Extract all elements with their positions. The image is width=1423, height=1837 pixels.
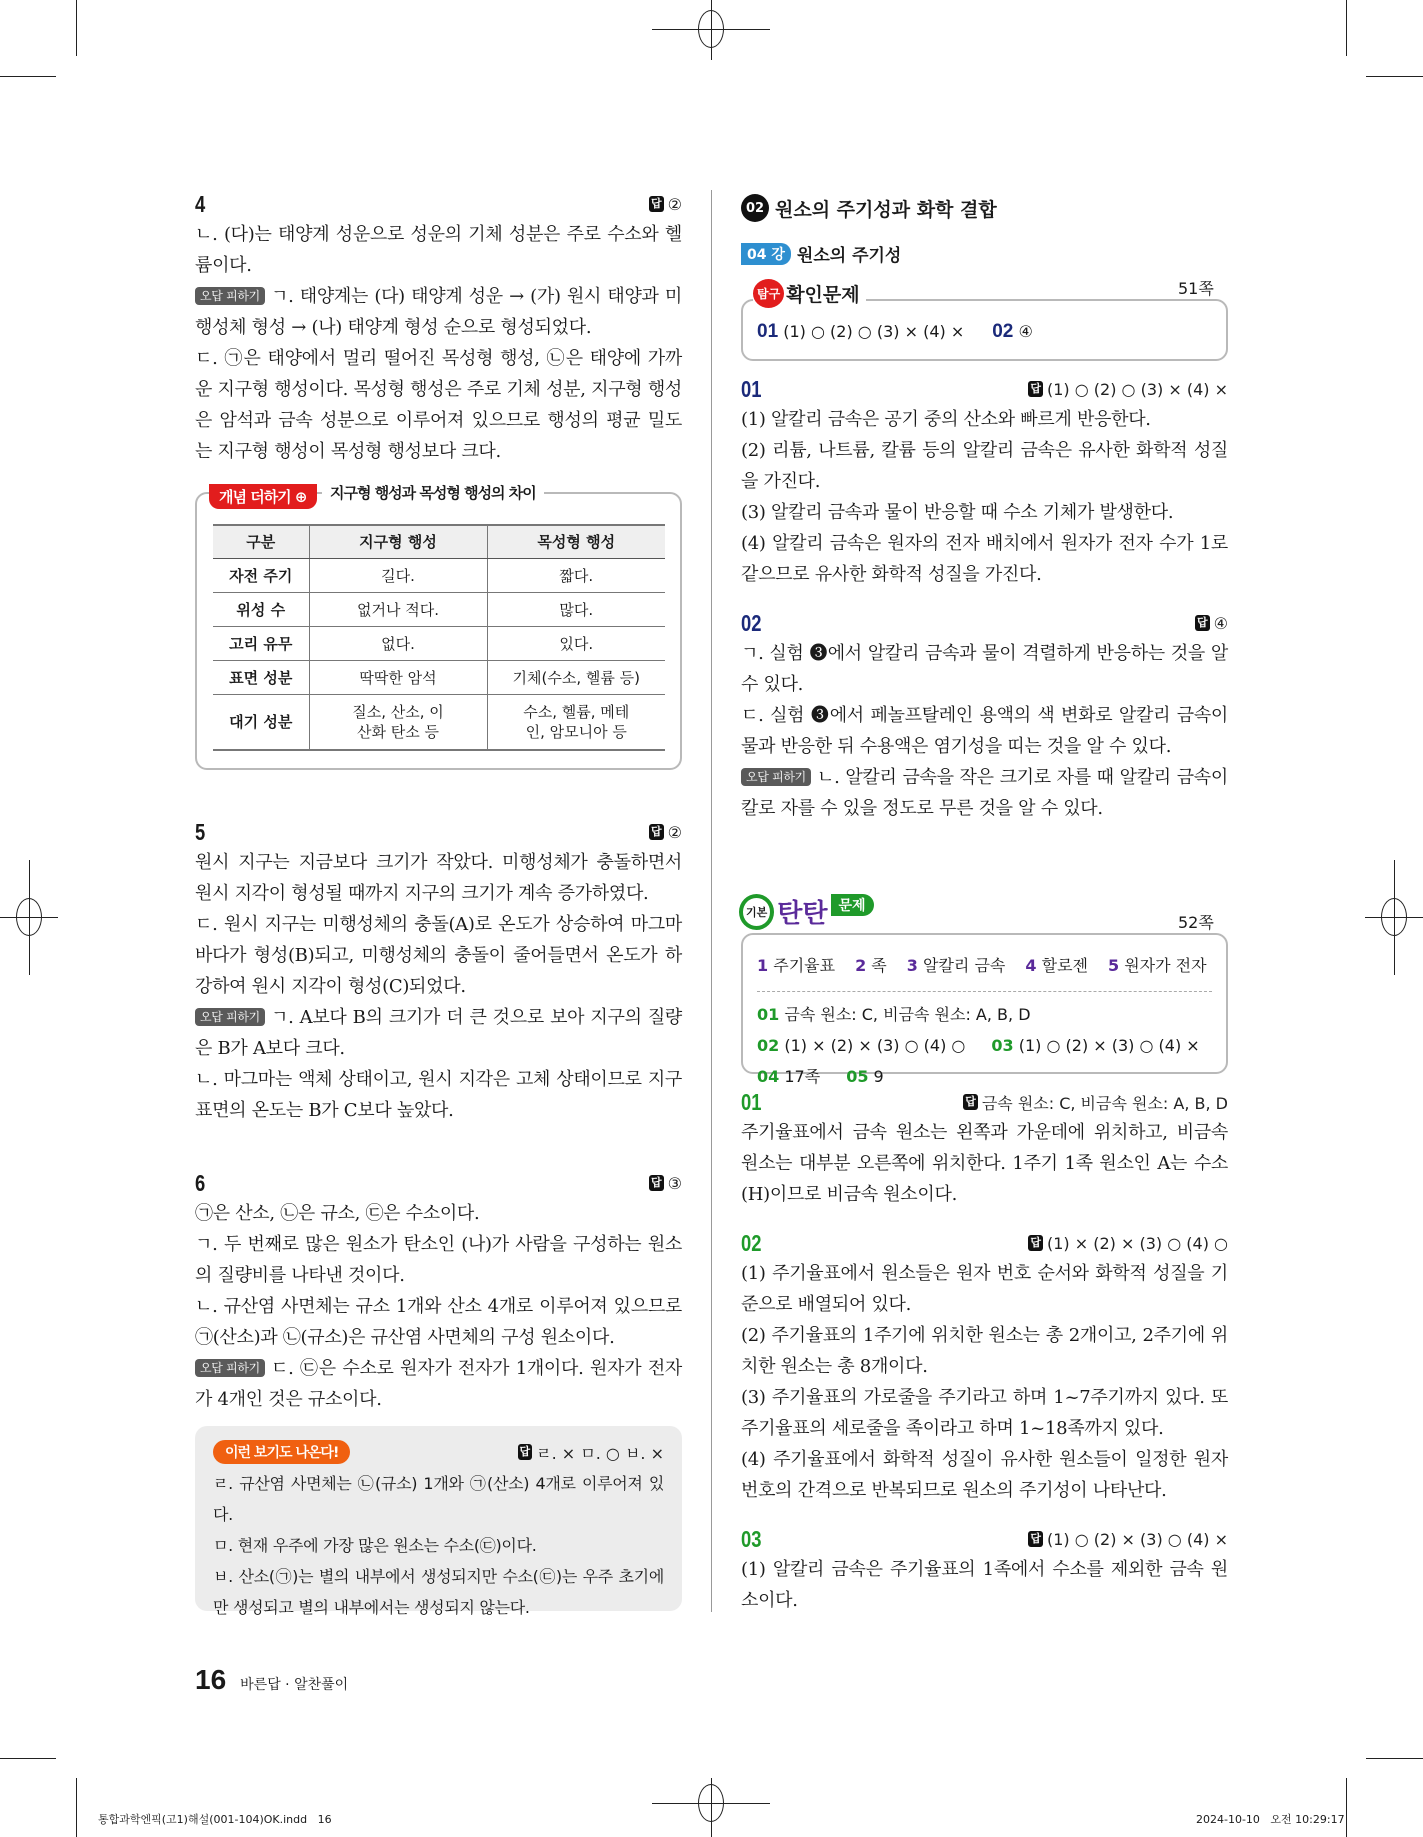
check-page: 51쪽 [1178,279,1214,298]
lesson-title: 04 강 원소의 주기성 [741,241,901,266]
avoid-wrong-tag: 오답 피하기 [195,1008,265,1026]
answer-icon: 답 [1030,382,1041,395]
concept-box [195,484,682,770]
table-row: 위성 수 없거나 적다. 많다. [213,592,665,626]
check-box: 탐구 확인문제 01 (1) ○ (2) ○ (3) × (4) × 02 ④ [741,299,1228,361]
table-row: 고리 유무 없다. 있다. [213,626,665,660]
registration-mark [1394,860,1395,975]
answer-icon: 답 [1030,1532,1041,1545]
basic-page: 52쪽 [1178,913,1214,932]
registration-mark [29,860,30,975]
crop-mark [1346,0,1347,56]
explanation: ㄴ. (다)는 태양계 성운으로 성운의 기체 성분은 주로 수소와 헬륨이다. [195,224,682,276]
basic-terms: 1 주기율표 2 족 3 알칼리 금속 4 할로젠 5 원자가 전자 [757,956,1207,975]
timestamp: 2024-10-10 오전 10:29:17 [1196,1813,1345,1826]
concept-title: 지구형 행성과 목성형 행성의 차이 [322,482,544,503]
concept-table: 구분 지구형 행성 목성형 행성 자전 주기 길다. 짧다. 위성 수 없거나 적다. 많다. 고리 유무 없다. 있다. 표면 성분 딱딱한 암석 기체(수소, 헬륨 등) 대기 성분 질소, 산소, 이산화 탄소 등 수소, 헬륨, 메테인, 암모니아 등 [213,524,665,751]
crop-mark [1366,76,1423,77]
crop-mark [0,1758,56,1759]
column-divider [711,190,712,1612]
answer-icon: 답 [1197,616,1208,629]
file-info: 통합과학엔픽(고1)해설(001-104)OK.indd 16 [98,1813,332,1826]
table-row: 표면 성분 딱딱한 암석 기체(수소, 헬륨 등) [213,660,665,694]
plus-icon: ⊕ [294,488,307,506]
answer-icon: 답 [651,197,662,210]
crop-mark [76,0,77,56]
explanation: 오답 피하기 ㄱ. 태양계는 (다) 태양계 성운 → (가) 원시 태양과 미행성체 형성 → (나) 태양계 형성 순으로 형성되었다. [195,286,682,338]
page-number: 16 [195,1664,227,1695]
answer-icon: 답 [1030,1236,1041,1249]
page-footer [195,1664,348,1696]
answer-icon: 답 [965,1095,976,1108]
question-4 [195,189,682,467]
r-question-02: 02 답 ④ ㄱ. 실험 ❸에서 알칼리 금속과 물이 격렬하게 반응하는 것을 알 수 있다. ㄷ. 실험 ❸에서 페놀프탈레인 용액의 색 변화로 알칼리 금속이 물과 반응한 뒤 수용액은 염기성을 띠는 것을 알 수 있다. 오답 피하기 ㄴ. 알칼리 금속을 작은 크기로 자를 때 알칼리 금속이 칼로 자를 수 있을 정도로 무른 것을 알 수 있다. [741,609,1228,819]
crop-mark [1346,1778,1347,1837]
avoid-wrong-tag: 오답 피하기 [195,287,265,305]
basic-answers: 01 금속 원소: C, 비금속 원소: A, B, D 02 (1) × (2) × (3) ○ (4) ○ 03 (1) ○ (2) × (3) ○ (4) × 04 17족 05 9 [757,1005,1200,1086]
question-6: 6 답 ③ ㉠은 산소, ㉡은 규소, ㉢은 수소이다. ㄱ. 두 번째로 많은 원소가 탄소인 (나)가 사람을 구성하는 원소의 질량비를 나타낸 것이다. ㄴ. 규산염 사면체는 규소 1개와 산소 4개로 이루어져 있으므로 ㉠(산소)과 ㉡(규소)은 규산염 사면체의 구성 원소이다. 오답 피하기 ㄷ. ㉢은 수소로 원자가 전자가 1개이다. 원자가 전자가 4개인 것은 규소이다. [195,1169,682,1410]
b-question-01: 01 답 금속 원소: C, 비금속 원소: A, B, D 주기율표에서 금속 원소는 왼쪽과 가운데에 위치하고, 비금속 원소는 대부분 오른쪽에 위치한다. 1주기 1족 원소인 A는 수소(H)이므로 비금속 원소이다. [741,1088,1228,1205]
crop-mark [0,76,56,77]
extra-label: 이런 보기도 나온다! [213,1440,350,1464]
badge: 탐구 [753,279,784,308]
registration-mark [711,1778,712,1837]
r-question-01: 01 답 (1) ○ (2) ○ (3) × (4) × (1) 알칼리 금속은 공기 중의 산소와 빠르게 반응한다. (2) 리튬, 나트륨, 칼륨 등의 알칼리 금속은 유사한 화학적 성질을 가진다. (3) 알칼리 금속과 물이 반응할 때 수소 기체가 발생한다. (4) 알칼리 금속은 원자의 전자 배치에서 원자가 전자 수가 1로 같으므로 유사한 화학적 성질을 가진다. [741,375,1228,585]
section-title: 02 원소의 주기성과 화학 결합 [741,194,997,222]
basic-label: 기본 탄탄 문제 [739,893,874,930]
extra-choices-box: 이런 보기도 나온다! 답 ㄹ. × ㅁ. ○ ㅂ. × ㄹ. 규산염 사면체는 ㉡(규소) 1개와 ㉠(산소) 4개로 이루어져 있다. ㅁ. 현재 우주에 가장 많은 원소는 수소(㉢)이다. ㅂ. 산소(㉠)는 별의 내부에서 생성되지만 수소(㉢)는 우주 초기에만 생성되고 별의 내부에서는 생성되지 않는다. [195,1426,682,1611]
crop-mark [76,1778,77,1837]
question-5: 5 답 ② 원시 지구는 지금보다 크기가 작았다. 미행성체가 충돌하면서 원시 지각이 형성될 때까지 지구의 크기가 계속 증가하였다. ㄷ. 원시 지구는 미행성체의 충돌(A)로 온도가 상승하여 마그마 바다가 형성(B)되고, 미행성체의 충돌이 줄어들면서 온도가 하강하여 원시 지각이 형성(C)되었다. 오답 피하기 ㄱ. A보다 B의 크기가 더 큰 것으로 보아 지구의 질량은 B가 A보다 크다. ㄴ. 마그마는 액체 상태이고, 원시 지각은 고체 상태이므로 지구 표면의 온도는 B가 C보다 높았다. [195,818,682,1121]
registration-mark [711,0,712,60]
book-title: 바른답 · 알찬풀이 [240,1677,349,1693]
b-question-02: 02 답 (1) × (2) × (3) ○ (4) ○ (1) 주기율표에서 원소들은 원자 번호 순서와 화학적 성질을 기준으로 배열되어 있다. (2) 주기율표의 1주기에 위치한 원소는 총 2개이고, 2주기에 위치한 원소는 총 8개이다. (3) 주기율표의 가로줄을 주기라고 하며 1~7주기까지 있다. 또 주기율표의 세로줄을 족이라고 하며 1~18족까지 있다. (4) 주기율표에서 화학적 성질이 유사한 원소들이 일정한 원자 번호의 간격으로 반복되므로 원소의 주기성이 나타난다. [741,1229,1228,1501]
avoid-wrong-tag: 오답 피하기 [741,768,811,786]
explanation: ㄷ. ㉠은 태양에서 멀리 떨어진 목성형 행성, ㉡은 태양에 가까운 지구형 행성이다. 목성형 행성은 주로 기체 성분, 지구형 행성은 암석과 금속 성분으로 이루어져 있으므로 행성의 평균 밀도는 지구형 행성이 목성형 행성보다 크다. [195,348,682,462]
divider [757,991,1212,992]
avoid-wrong-tag: 오답 피하기 [195,1359,265,1377]
table-row: 대기 성분 질소, 산소, 이산화 탄소 등 수소, 헬륨, 메테인, 암모니아 등 [213,694,665,750]
concept-label: 개념 더하기 ⊕ [209,484,317,509]
question-number: 4 [195,190,206,217]
table-row: 자전 주기 길다. 짧다. [213,558,665,592]
answer: 답 ② [651,194,682,214]
crop-mark [1366,1758,1423,1759]
answer-icon: 답 [651,1176,662,1189]
answer-icon: 답 [651,825,662,838]
answer-icon: 답 [519,1445,531,1458]
b-question-03: 03 답 (1) ○ (2) × (3) ○ (4) × (1) 알칼리 금속은 주기율표의 1족에서 수소를 제외한 금속 원소이다. [741,1525,1228,1611]
